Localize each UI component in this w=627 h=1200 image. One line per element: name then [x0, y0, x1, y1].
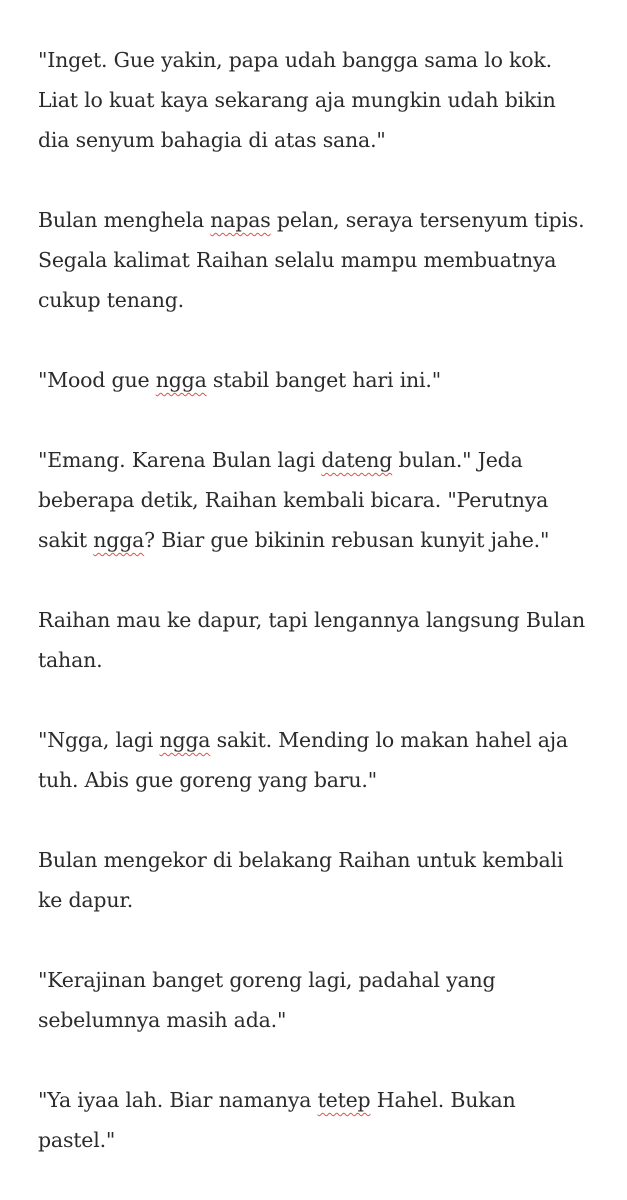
- text-run: Liat lo kuat kaya sekarang aja mungkin udah bikin: [38, 88, 556, 112]
- text-run: sakit. Mending lo makan hahel aja: [210, 728, 568, 752]
- text-run: Segala kalimat Raihan selalu mampu membuatnya: [38, 248, 557, 272]
- text-run: sakit: [38, 528, 94, 552]
- story-paragraph: [38, 960, 608, 1040]
- text-run: beberapa detik, Raihan kembali bicara. "Perutnya: [38, 488, 549, 512]
- text-run: pastel.": [38, 1128, 116, 1152]
- text-run: Bulan menghela: [38, 208, 211, 232]
- story-paragraph: [38, 440, 608, 560]
- text-run: "Ya iyaa lah. Biar namanya: [38, 1088, 318, 1112]
- story-paragraph: [38, 720, 608, 800]
- text-run: stabil banget hari ini.": [206, 368, 441, 392]
- document-body: [38, 40, 608, 1200]
- text-run: "Mood gue: [38, 368, 156, 392]
- text-run: tahan.: [38, 648, 103, 672]
- text-run: "Inget. Gue yakin, papa udah bangga sama lo kok.: [38, 48, 552, 72]
- spellcheck-flagged-word[interactable]: ngga: [155, 368, 207, 392]
- text-run: Bulan mengekor di belakang Raihan untuk kembali: [38, 848, 564, 872]
- spellcheck-flagged-word[interactable]: ngga: [159, 728, 211, 752]
- text-run: dia senyum bahagia di atas sana.": [38, 128, 386, 152]
- story-paragraph: [38, 1080, 608, 1160]
- spellcheck-flagged-word[interactable]: dateng: [321, 448, 393, 472]
- text-run: bulan." Jeda: [392, 448, 523, 472]
- text-run: cukup tenang.: [38, 288, 184, 312]
- spellcheck-flagged-word[interactable]: napas: [210, 208, 271, 232]
- text-run: Raihan mau ke dapur, tapi lengannya langsung Bulan: [38, 608, 586, 632]
- spellcheck-flagged-word[interactable]: ngga: [93, 528, 145, 552]
- story-paragraph: [38, 200, 608, 320]
- text-run: ke dapur.: [38, 888, 134, 912]
- story-paragraph: [38, 600, 608, 680]
- story-paragraph: [38, 40, 608, 160]
- text-run: tuh. Abis gue goreng yang baru.": [38, 768, 377, 792]
- text-run: "Kerajinan banget goreng lagi, padahal yang: [38, 968, 496, 992]
- story-paragraph: [38, 360, 608, 400]
- text-run: "Ngga, lagi: [38, 728, 160, 752]
- text-run: ? Biar gue bikinin rebusan kunyit jahe.": [144, 528, 550, 552]
- text-run: Hahel. Bukan: [370, 1088, 516, 1112]
- text-run: sebelumnya masih ada.": [38, 1008, 287, 1032]
- spellcheck-flagged-word[interactable]: tetep: [317, 1088, 371, 1112]
- text-run: "Emang. Karena Bulan lagi: [38, 448, 322, 472]
- story-paragraph: [38, 840, 608, 920]
- text-run: pelan, seraya tersenyum tipis.: [270, 208, 585, 232]
